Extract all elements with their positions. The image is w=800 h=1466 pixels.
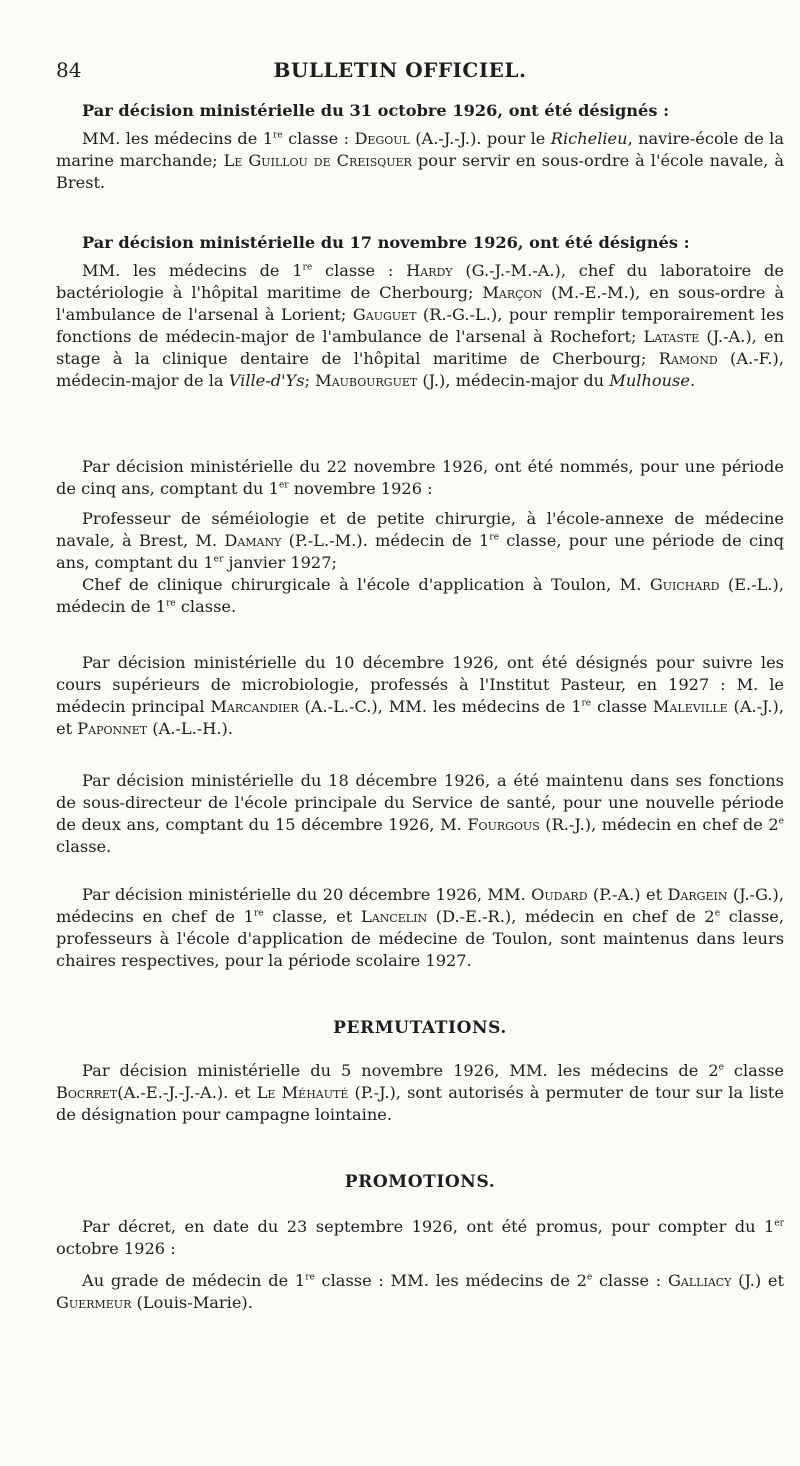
doctor-name: Ramond [658, 349, 718, 368]
section-promotions [56, 1172, 784, 1314]
doctor-name: Le Méhauté [256, 1083, 349, 1102]
page-number: 84 [56, 58, 82, 82]
appointment-chef-clinique: Chef de clinique chirurgicale à l'école d'application à Toulon, M. Guichard (E.-L.), médecin de 1re classe. [56, 575, 784, 616]
doctor-name: Dargein [667, 885, 728, 904]
decision-intro: Par décision ministérielle du 17 novembre 1926, ont été désignés : [82, 233, 690, 252]
ship-name: Richelieu [550, 129, 628, 148]
decision-body: Par décision ministérielle du 18 décembre 1926, a été maintenu dans ses fonctions de sous-directeur de l'école principale du Service de santé, pour une nouvelle période de deux ans, comptant du 15 décembre 1926, M. Fourgous (R.-J.), médecin en chef de 2e classe. [56, 771, 784, 856]
doctor-name: Marcandier [210, 697, 299, 716]
running-title: BULLETIN OFFICIEL. [273, 58, 527, 82]
decision-18-decembre [56, 770, 784, 858]
doctor-name: Guichard [649, 575, 720, 594]
doctor-name: Galliacy [667, 1271, 732, 1290]
decision-10-decembre [56, 652, 784, 740]
doctor-name: Maleville [652, 697, 728, 716]
doctor-name: Guermeur [56, 1293, 132, 1312]
doctor-name: Paponnet [77, 719, 148, 738]
decision-31-octobre [56, 100, 784, 194]
doctor-name: Oudard [531, 885, 588, 904]
doctor-name: Bocrret [56, 1083, 118, 1102]
decision-22-novembre [56, 456, 784, 618]
decision-body: Par décision ministérielle du 20 décembre 1926, MM. Oudard (P.-A.) et Dargein (J.-G.), médecins en chef de 1re classe, et Lancelin (D.-E.-R.), médecin en chef de 2e classe, professeurs à l'école d'application de médecine de Toulon, sont maintenus dans leurs chaires respectives, pour la période scolaire 1927. [56, 885, 784, 970]
doctor-name: Damany [224, 531, 282, 550]
doctor-name: Lataste [643, 327, 700, 346]
decision-body: Par décision ministérielle du 10 décembre 1926, ont été désignés pour suivre les cours supérieurs de microbiologie, professés à l'Institut Pasteur, en 1927 : M. le médecin principal Marcandier (A.-L.-C.), MM. les médecins de 1re classe Maleville (A.-J.), et Paponnet (A.-L.-H.). [56, 653, 784, 738]
doctor-name: Gauguet [352, 305, 417, 324]
decision-body: MM. les médecins de 1re classe : Degoul (A.-J.-J.). pour le Richelieu, navire-école de la marine marchande; Le Guillou de Creisquer pour servir en sous-ordre à l'école navale, à Brest. [56, 129, 785, 192]
doctor-name: Fourgous [467, 815, 540, 834]
section-heading: PROMOTIONS. [344, 1172, 496, 1192]
decision-intro: Par décret, en date du 23 septembre 1926, ont été promus, pour compter du 1er octobre 1926 : [56, 1217, 784, 1258]
doctor-name: Marçon [482, 283, 543, 302]
section-permutations [56, 1018, 784, 1126]
appointment-professeur: Professeur de séméiologie et de petite chirurgie, à l'école-annexe de médecine navale, à Brest, M. Damany (P.-L.-M.). médecin de 1re classe, pour une période de cinq ans, comptant du 1er janvier 1927; [56, 509, 784, 572]
decision-body: Par décision ministérielle du 5 novembre 1926, MM. les médecins de 2e classe Bocrret(A.-E.-J.-J.-A.). et Le Méhauté (P.-J.), sont autorisés à permuter de tour sur la liste de désignation pour campagne lointaine. [56, 1061, 785, 1124]
doctor-name: Le Guillou de Creisquer [223, 151, 412, 170]
doctor-name: Maubourguet [315, 371, 418, 390]
promotion-grade: Au grade de médecin de 1re classe : MM. les médecins de 2e classe : Galliacy (J.) et Guermeur (Louis-Marie). [56, 1271, 784, 1312]
doctor-name: Hardy [406, 261, 453, 280]
ship-name: Ville-d'Ys [228, 371, 305, 390]
doctor-name: Lancelin [361, 907, 428, 926]
decision-intro: Par décision ministérielle du 31 octobre 1926, ont été désignés : [82, 101, 670, 120]
page-header [0, 58, 800, 88]
ship-name: Mulhouse [609, 371, 690, 390]
section-heading: PERMUTATIONS. [333, 1018, 507, 1038]
doctor-name: Degoul [354, 129, 410, 148]
decision-intro: Par décision ministérielle du 22 novembre 1926, ont été nommés, pour une période de cinq ans, comptant du 1er novembre 1926 : [56, 457, 784, 498]
decision-20-decembre [56, 884, 784, 972]
decision-17-novembre [56, 232, 784, 392]
decision-body: MM. les médecins de 1re classe : Hardy (G.-J.-M.-A.), chef du laboratoire de bactériologie à l'hôpital maritime de Cherbourg; Marçon (M.-E.-M.), en sous-ordre à l'ambulance de l'arsenal à Lorient; Gauguet (R.-G.-L.), pour remplir temporairement les fonctions de médecin-major de l'ambulance de l'arsenal à Rochefort; Lataste (J.-A.), en stage à la clinique dentaire de l'hôpital maritime de Cherbourg; Ramond (A.-F.), médecin-major de la Ville-d'Ys; Maubourguet (J.), médecin-major du Mulhouse. [56, 261, 785, 390]
